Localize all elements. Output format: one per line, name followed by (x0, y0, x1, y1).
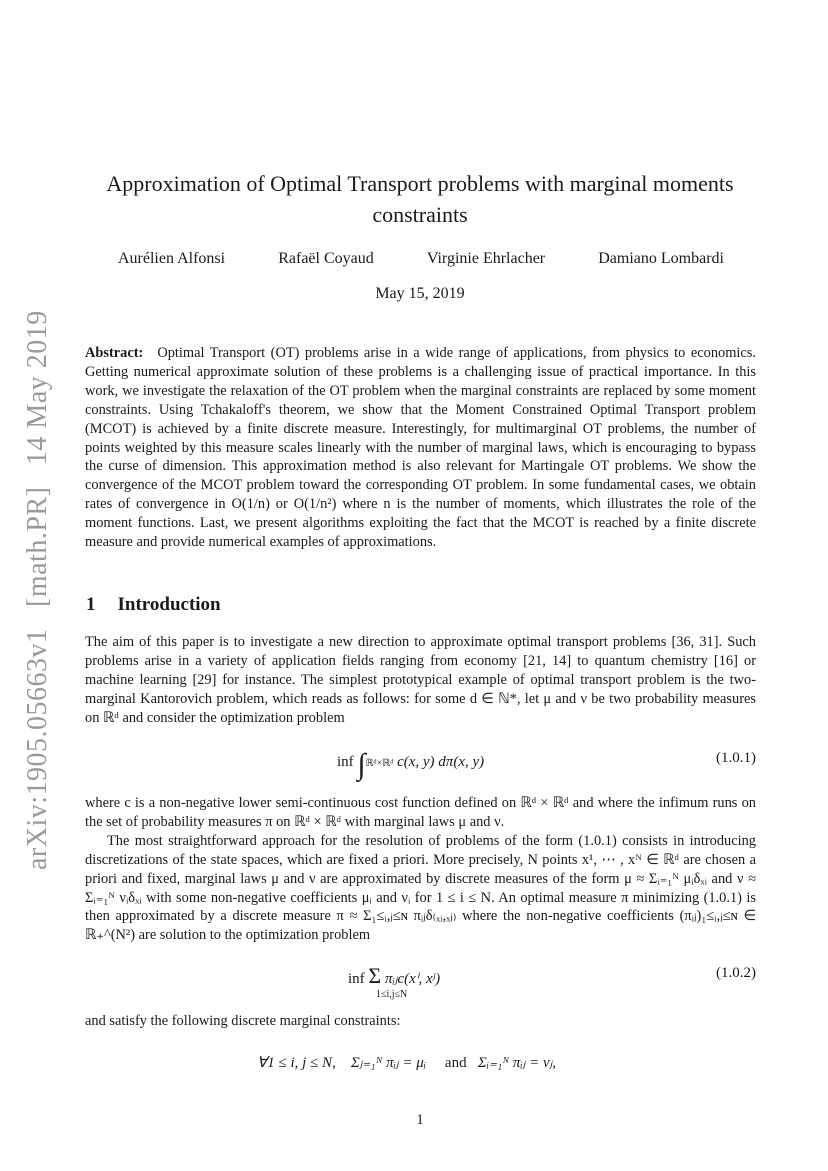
paragraph-2b: The most straightforward approach for the resolution of problems of the form (1.0.1) consists in introducing discretizations of the state spaces, which are fixed a priori. More precisely, N points x¹, ⋯ , xᴺ ∈ ℝᵈ are chosen a priori and fixed, marginal laws μ and ν are approximated by discrete measures of the form μ ≈ Σᵢ₌₁ᴺ μᵢδₓᵢ and ν ≈ Σᵢ₌₁ᴺ νᵢδₓᵢ with some non-negative coefficients μᵢ and νᵢ for 1 ≤ i ≤ N. An optimal measure π minimizing (1.0.1) is then approximated by a discrete measure π ≈ Σ₁≤ᵢ,ⱼ≤ɴ πᵢⱼδ₍ₓᵢ,ₓⱼ₎ where the non-negative coefficients (πᵢⱼ)₁≤ᵢ,ⱼ≤ɴ ∈ ℝ₊^(N²) are solution to the optimization problem (85, 832, 756, 944)
author: Rafaël Coyaud (278, 250, 374, 267)
integral-sign: ∫ (357, 748, 366, 781)
page-number: 1 (416, 1112, 424, 1128)
paper-date: May 15, 2019 (375, 285, 465, 302)
column-sum: Σᵢ₌₁ᴺ πᵢⱼ = νⱼ, (477, 1055, 557, 1071)
section-title: Introduction (117, 594, 221, 615)
marginal-constraints-equation (85, 1043, 756, 1091)
inf-operator: inf (337, 754, 354, 770)
equation-body (257, 1053, 556, 1072)
paper-title: Approximation of Optimal Transport problems with marginal moments constraints (106, 171, 734, 227)
sum-sign: Σ (368, 963, 382, 988)
integral-domain: ℝᵈ×ℝᵈ (365, 758, 394, 769)
and-word: and (444, 1055, 467, 1071)
arxiv-category: [math.PR] (22, 486, 53, 607)
sum-range: 1≤i,j≤N (376, 989, 408, 1000)
author: Damiano Lombardi (598, 250, 724, 267)
intro-paragraph-2 (85, 794, 756, 945)
row-sum: Σⱼ₌₁ᴺ πᵢⱼ = μᵢ (350, 1055, 427, 1071)
arxiv-stamp (22, 310, 62, 870)
author: Virginie Ehrlacher (426, 250, 546, 267)
inf-operator: inf (348, 971, 365, 987)
paragraph-2a: where c is a non-negative lower semi-continuous cost function defined on ℝᵈ × ℝᵈ and where the infimum runs on the set of probability measures π on ℝᵈ × ℝᵈ with marginal laws μ and ν. (85, 795, 756, 830)
section-heading (86, 594, 221, 616)
arxiv-id: arXiv:1905.05663v1 (22, 628, 53, 870)
equation-body (337, 748, 484, 782)
equation-1-0-1 (85, 748, 756, 782)
abstract (85, 344, 756, 552)
quantifier: ∀1 ≤ i, j ≤ N, (257, 1055, 336, 1071)
integrand: c(x, y) dπ(x, y) (397, 754, 485, 770)
equation-body (348, 963, 440, 1000)
intro-paragraph-3: and satisfy the following discrete marginal constraints: (85, 1013, 401, 1029)
section-number: 1 (86, 594, 96, 615)
equation-number: (1.0.1) (716, 750, 756, 766)
arxiv-date: 14 May 2019 (22, 310, 53, 466)
summand: πᵢⱼc(xⁱ, xʲ) (384, 971, 441, 987)
equation-number: (1.0.2) (716, 965, 756, 981)
equation-1-0-2 (85, 963, 756, 1003)
abstract-text: Optimal Transport (OT) problems arise in a wide range of applications, from physics to economics. Getting numerical approximate solution of these problems is a challenging issue of practical importance. In this work, we investigate the relaxation of the OT problem when the marginal constraints are replaced by some moment constraints. Using Tchakaloff's theorem, we show that the Moment Constrained Optimal Transport problem (MCOT) is achieved by a finite discrete measure. Interestingly, for multimarginal OT problems, the number of points weighted by this measure scales linearly with the number of marginal laws, which is encouraging to bypass the curse of dimension. This approximation method is also relevant for Martingale OT problems. We show the convergence of the MCOT problem toward the corresponding OT problem. In some fundamental cases, we obtain rates of convergence in O(1/n) or O(1/n²) where n is the number of moments, which illustrates the role of the moment functions. Last, we present algorithms exploiting the fact that the MCOT is reached by a finite discrete measure and provide numerical examples of approximations. (85, 345, 756, 551)
author: Aurélien Alfonsi (118, 250, 226, 267)
author-list (118, 250, 724, 268)
intro-paragraph-1: The aim of this paper is to investigate a new direction to approximate optimal transport problems [36, 31]. Such problems arise in a variety of application fields ranging from economy [21, 14] to quantum chemistry [16] or machine learning [29] for instance. The simplest prototypical example of optimal transport problem is the two-marginal Kantorovich problem, which reads as follows: for some d ∈ ℕ*, let μ and ν be two probability measures on ℝᵈ and consider the optimization problem (85, 634, 756, 726)
abstract-label: Abstract: (85, 345, 144, 361)
